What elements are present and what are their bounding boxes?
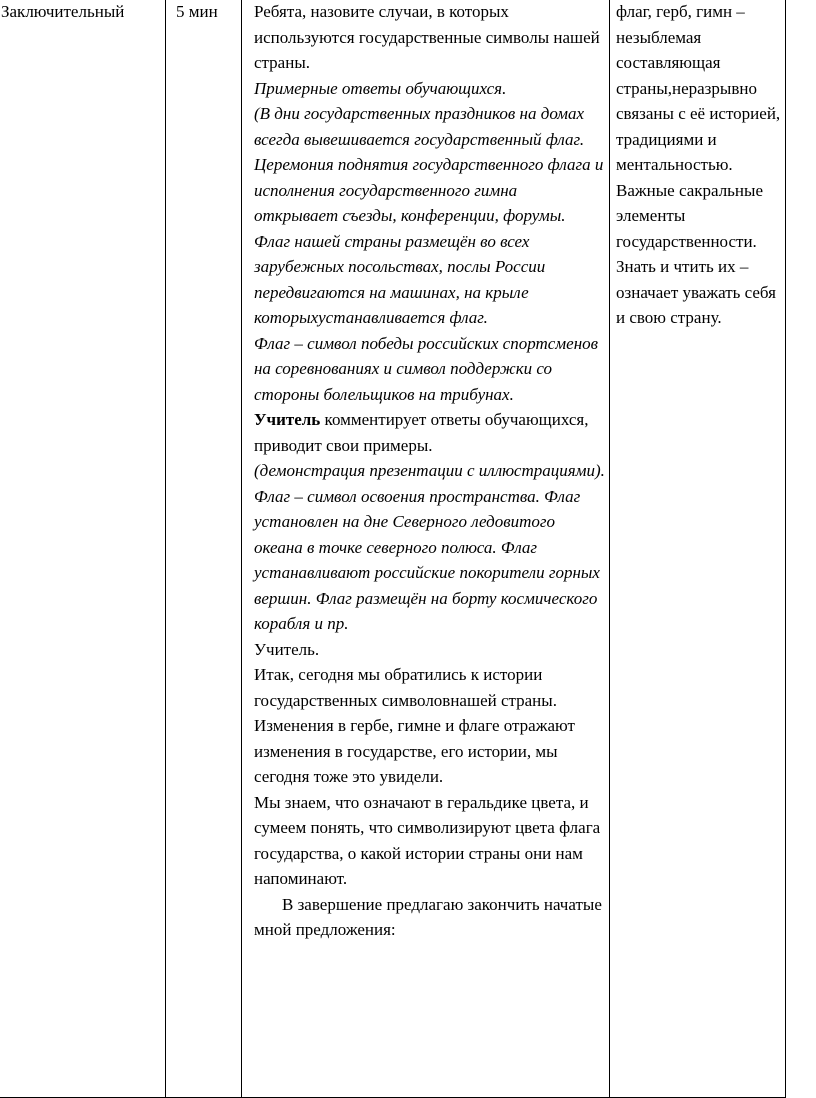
teacher-comment-text: комментирует ответы обучающихся, приводит свои примеры.: [254, 410, 589, 455]
content-cell: [242, 0, 610, 1098]
paragraph-teacher-comment: [254, 407, 605, 458]
paragraph-flag-space: Флаг – символ освоения пространства. Флаг установлен на дне Северного ледовитого океана в точке северного полюса. Флаг устанавливают российские покорители горных вершин. Флаг размещён на борту космического корабля и пр.: [254, 486, 600, 633]
paragraph-summary: Итак, сегодня мы обратились к истории государственных символовнашей страны. Изменения в гербе, гимне и флаге отражают изменения в государстве, его истории, мы сегодня тоже это увидели.: [254, 665, 575, 786]
paragraph-answers-heading: Примерные ответы обучающихся.: [254, 78, 507, 98]
time-text: 5 мин: [176, 2, 218, 21]
paragraph-teacher: Учитель.: [254, 639, 320, 659]
paragraph-heraldry: Мы знаем, что означают в геральдике цвета, и сумеем понять, что символизируют цвета флага государства, о какой истории страны они нам напоминают.: [254, 792, 601, 888]
result-cell: [610, 0, 786, 1098]
result-text: флаг, герб, гимн – незыблемая составляющая страны,неразрывно связаны с её историей, традициями и ментальностью. Важные сакральные элементы государственности. Знать и чтить их – означает уважать себя и свою страну.: [616, 2, 781, 327]
stage-cell: [0, 0, 166, 1098]
paragraph-question: Ребята, назовите случаи, в которых используются государственные символы нашей страны.: [254, 2, 600, 72]
paragraph-answers: (В дни государственных праздников на домах всегда вывешивается государственный флаг. Церемония поднятия государственного флага и исполнения государственного гимна открывает съезды, конференции, форумы. Флаг нашей страны размещён во всех зарубежных посольствах, послы России передвигаются на машинах, на крыле которыхустанавливается флаг.: [254, 104, 604, 327]
paragraph-conclusion: В завершение предлагаю закончить начатые мной предложения:: [254, 894, 602, 939]
content-text: [242, 0, 609, 943]
paragraph-presentation: (демонстрация презентации с иллюстрациями).: [254, 461, 605, 480]
paragraph-flag-sport: Флаг – символ победы российских спортсменов на соревнованиях и символ поддержки со стороны болельщиков на трибунах.: [254, 333, 599, 404]
time-cell: [166, 0, 242, 1098]
teacher-label: Учитель: [254, 410, 321, 429]
stage-text: Заключительный: [1, 2, 125, 21]
